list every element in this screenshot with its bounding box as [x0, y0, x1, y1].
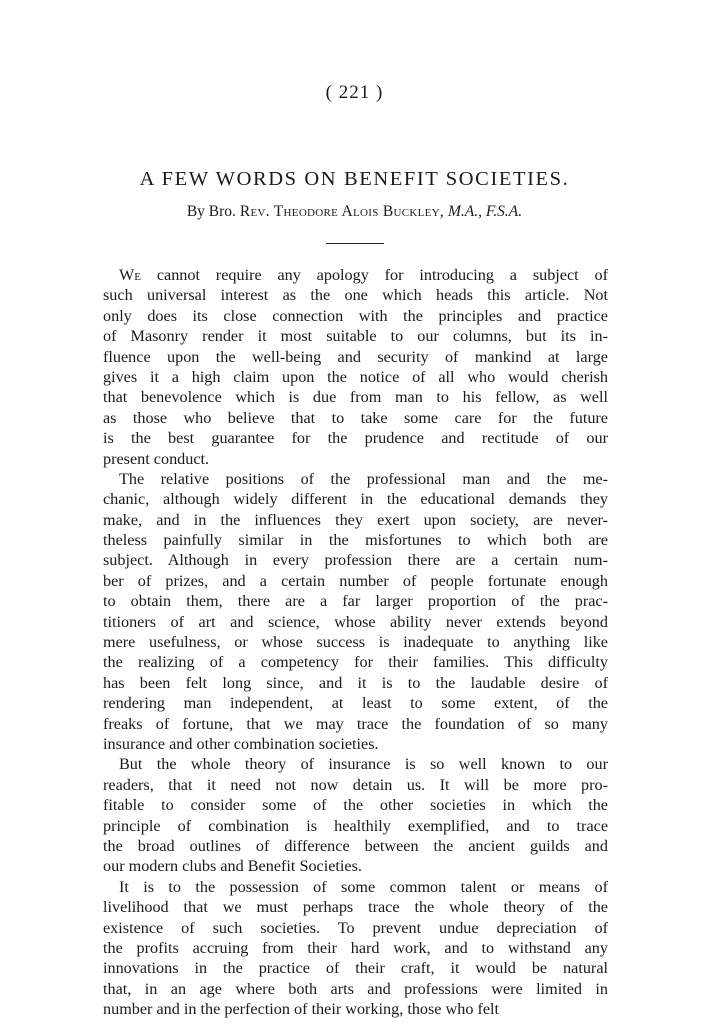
text-line	[103, 816, 608, 836]
line-text: number and in the perfection of their working, those who felt	[103, 1000, 500, 1019]
text-line	[103, 734, 608, 754]
line-text: the realizing of a competency for their families. This difficulty	[103, 653, 608, 672]
line-text: mere usefulness, or whose success is inadequate to anything like	[103, 633, 608, 652]
text-line	[103, 612, 608, 632]
text-line	[103, 938, 608, 958]
line-text: such universal interest as the one which heads this article. Not	[103, 286, 608, 305]
text-line	[103, 347, 608, 367]
text-line	[103, 754, 608, 774]
text-line	[103, 591, 608, 611]
line-text: is the best guarantee for the prudence and rectitude of our	[103, 429, 608, 448]
text-line	[103, 632, 608, 652]
text-line	[103, 999, 608, 1019]
text-line	[103, 918, 608, 938]
text-line	[103, 550, 608, 570]
line-text: the broad outlines of difference between the ancient guilds and	[103, 836, 608, 855]
line-text: The relative positions of the professional man and the me-	[119, 469, 608, 488]
text-line	[103, 428, 608, 448]
text-line	[103, 530, 608, 550]
page-number: ( 221 )	[325, 82, 384, 103]
line-text: the profits accruing from their hard work, and to withstand any	[103, 938, 608, 957]
byline-prefix: By Bro.	[186, 203, 236, 220]
text-line	[103, 367, 608, 387]
text-line	[103, 673, 608, 693]
text-line	[103, 693, 608, 713]
text-line	[103, 510, 608, 530]
line-text: as those who believe that to take some care for the future	[103, 408, 608, 427]
line-text: But the whole theory of insurance is so well known to our	[119, 755, 608, 774]
text-line	[103, 387, 608, 407]
line-text: present conduct.	[103, 449, 210, 468]
line-text: has been felt long since, and it is to the laudable desire of	[103, 673, 608, 692]
text-line	[103, 265, 608, 285]
title-divider	[326, 243, 384, 244]
text-line	[103, 958, 608, 978]
text-line	[103, 877, 608, 897]
text-line	[103, 449, 608, 469]
text-line	[103, 408, 608, 428]
line-text: subject. Although in every profession there are a certain num-	[103, 551, 608, 570]
byline-degrees: M.A., F.S.A.	[447, 203, 523, 220]
line-text: our modern clubs and Benefit Societies.	[103, 857, 362, 876]
line-text: fluence upon the well-being and security of mankind at large	[103, 347, 608, 366]
line-text: insurance and other combination societies.	[103, 734, 379, 753]
article-title: A FEW WORDS ON BENEFIT SOCIETIES.	[139, 168, 570, 190]
text-line	[103, 836, 608, 856]
line-text: innovations in the practice of their craft, it would be natural	[103, 959, 608, 978]
line-text: It is to the possession of some common talent or means of	[119, 877, 608, 896]
line-text: gives it a high claim upon the notice of all who would cherish	[103, 367, 608, 386]
text-line	[103, 571, 608, 591]
text-line	[103, 795, 608, 815]
article-body	[103, 265, 608, 1019]
line-text: freaks of fortune, that we may trace the foundation of so many	[103, 714, 608, 733]
text-line	[103, 856, 608, 876]
text-line	[103, 979, 608, 999]
text-line	[103, 285, 608, 305]
article-byline	[0, 203, 709, 221]
line-text: that, in an age where both arts and professions were limited in	[103, 979, 608, 998]
text-line	[103, 469, 608, 489]
text-line	[103, 489, 608, 509]
byline-author: Rev. Theodore Alois Buckley,	[239, 203, 445, 220]
line-text: ber of prizes, and a certain number of people fortunate enough	[103, 571, 608, 590]
line-text: chanic, although widely different in the educational demands they	[103, 490, 608, 509]
line-text: existence of such societies. To prevent undue depreciation of	[103, 918, 608, 937]
line-text: livelihood that we must perhaps trace the whole theory of the	[103, 898, 608, 917]
line-text: make, and in the influences they exert upon society, are never-	[103, 510, 608, 529]
line-text: rendering man independent, at least to some extent, of the	[103, 694, 608, 713]
text-line	[103, 897, 608, 917]
paragraph-lead-word: We	[119, 266, 141, 284]
line-text: principle of combination is healthily exemplified, and to trace	[103, 816, 608, 835]
text-line	[103, 326, 608, 346]
line-text: only does its close connection with the principles and practice	[103, 306, 608, 325]
line-text: to obtain them, there are a far larger proportion of the prac-	[103, 592, 608, 611]
text-line	[103, 652, 608, 672]
line-text: cannot require any apology for introducing a subject of	[141, 266, 608, 284]
text-line	[103, 775, 608, 795]
text-line	[103, 306, 608, 326]
line-text: that benevolence which is due from man to his fellow, as well	[103, 388, 608, 407]
line-text: readers, that it need not now detain us. It will be more pro-	[103, 775, 608, 794]
line-text: fitable to consider some of the other societies in which the	[103, 796, 608, 815]
line-text: of Masonry render it most suitable to our columns, but its in-	[103, 327, 608, 346]
line-text: titioners of art and science, whose ability never extends beyond	[103, 612, 608, 631]
line-text: theless painfully similar in the misfortunes to which both are	[103, 531, 608, 550]
text-line	[103, 714, 608, 734]
